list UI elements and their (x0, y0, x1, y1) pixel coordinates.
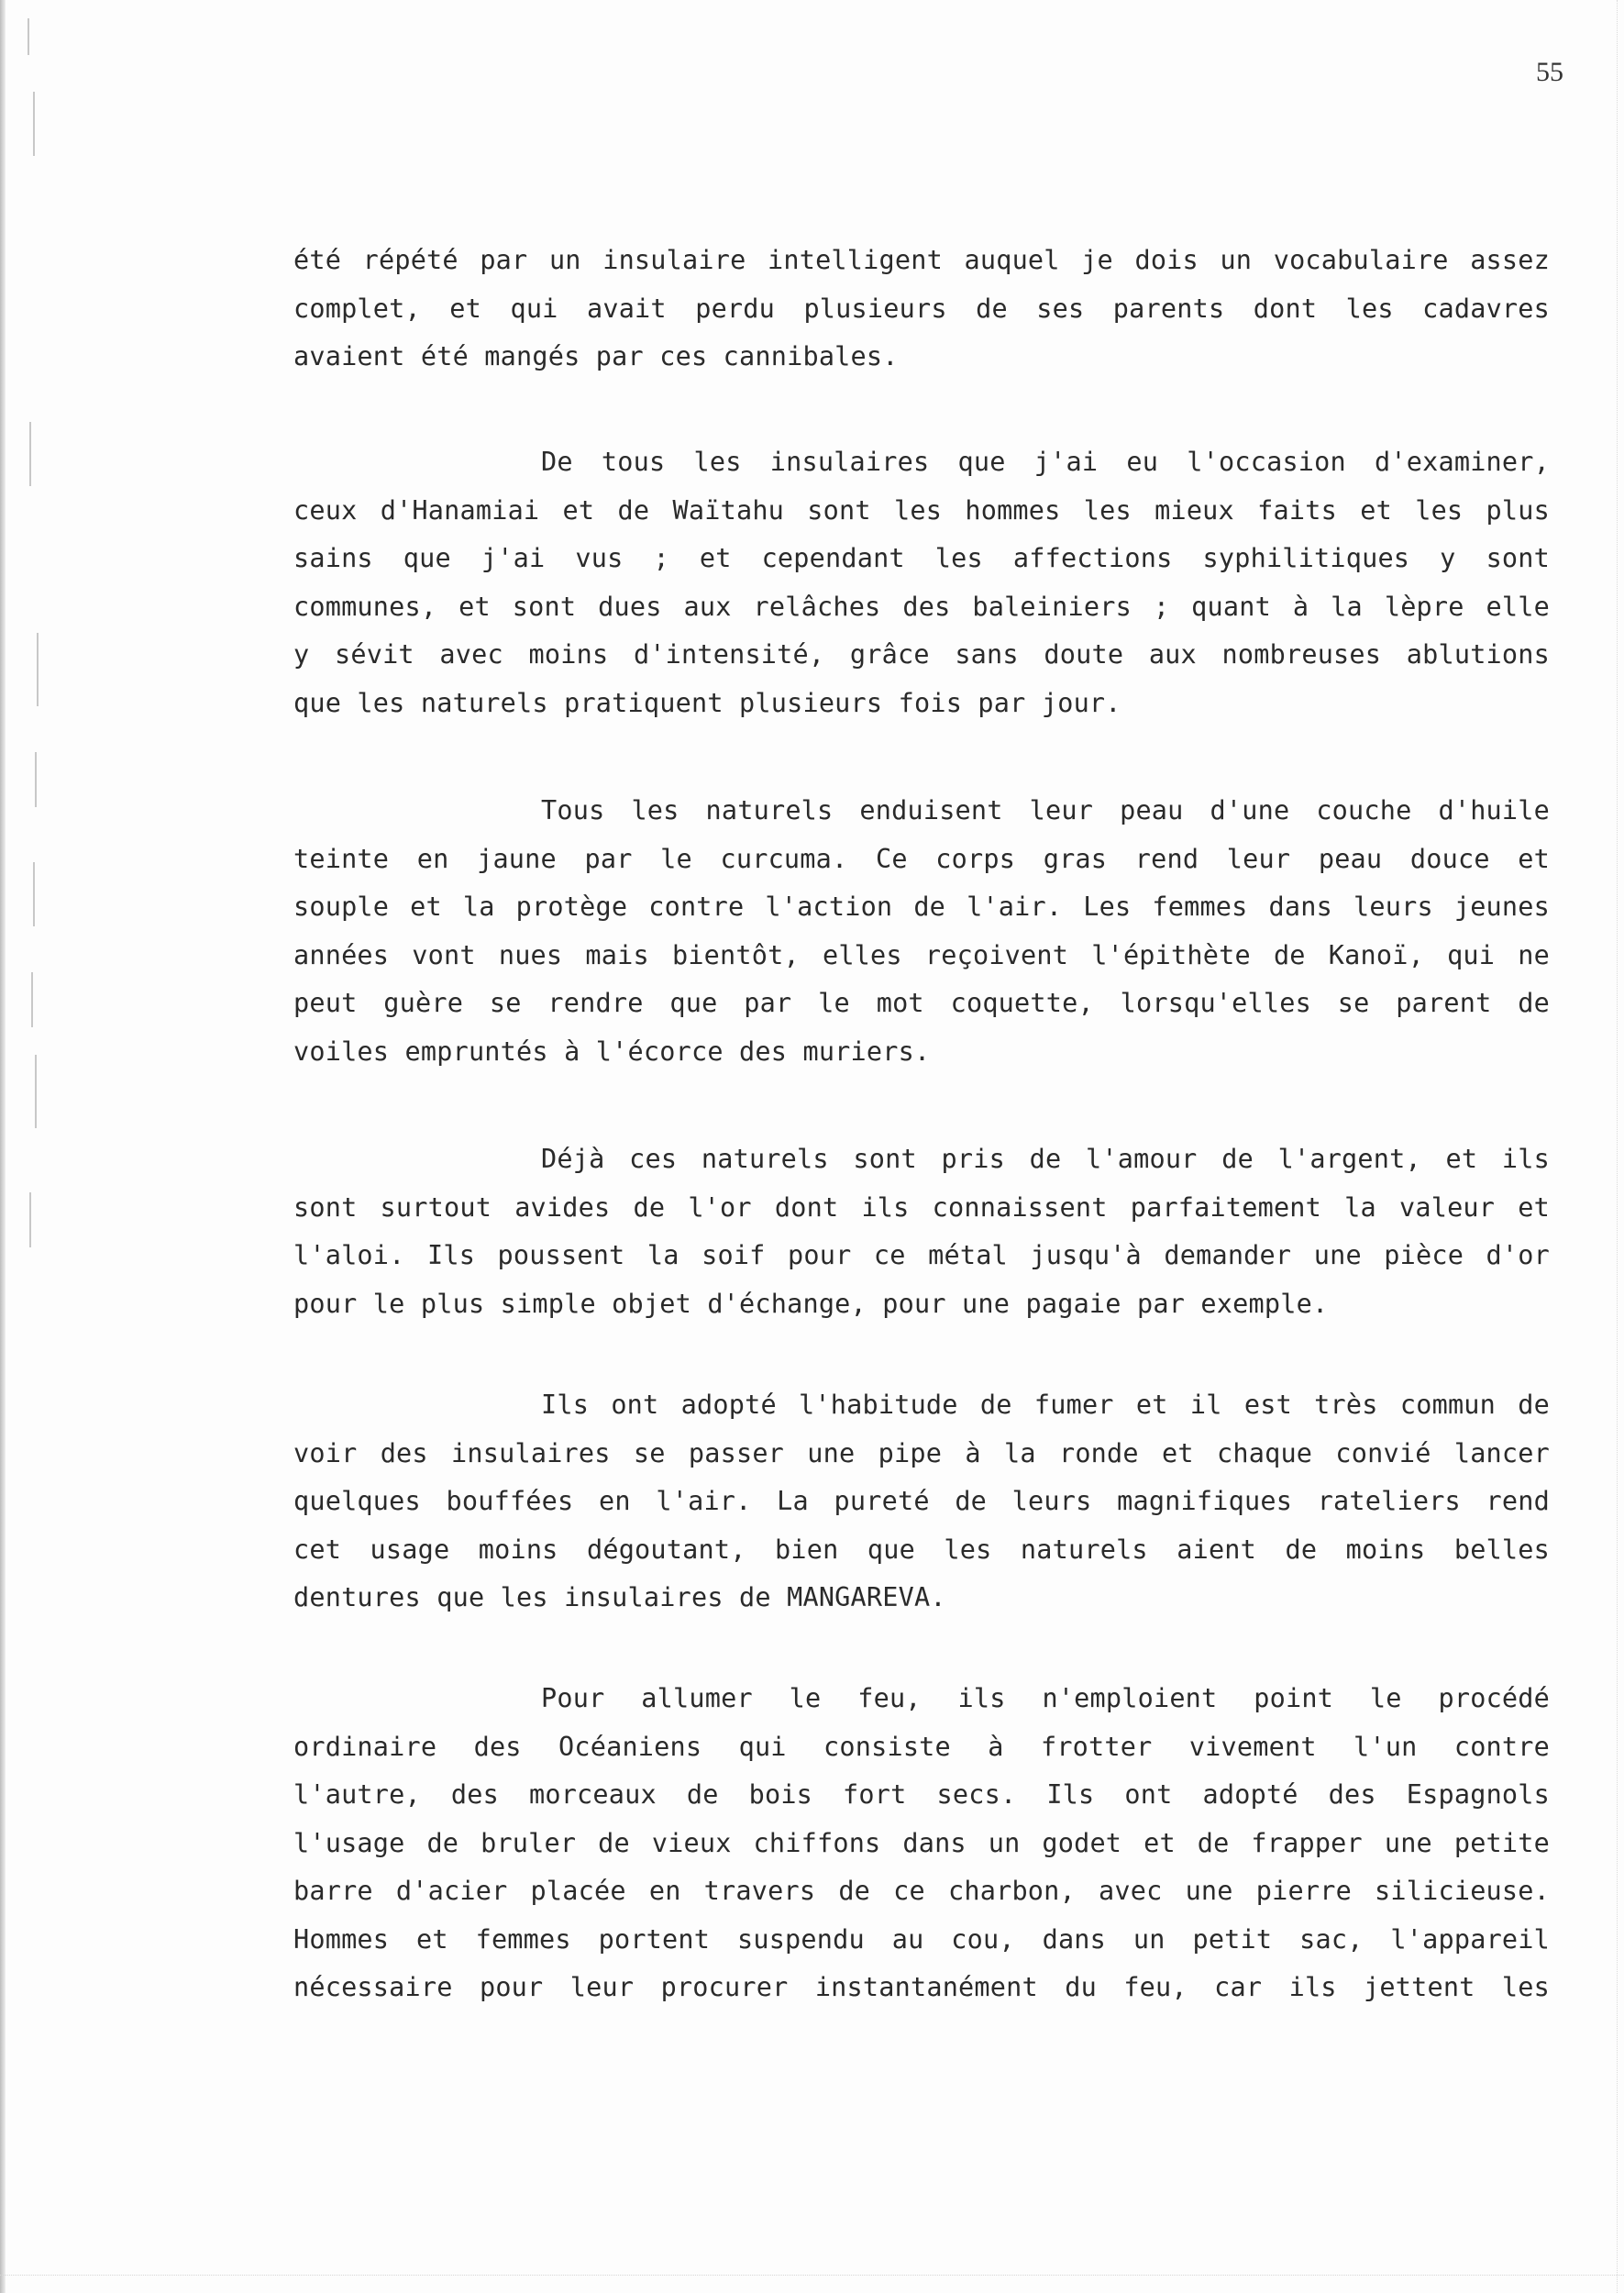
text-line: été répété par un insulaire intelligent auquel je dois un vocabulaire assez (293, 245, 1550, 275)
scan-right-border (1617, 0, 1618, 2293)
text-line: voiles empruntés à l'écorce des muriers. (293, 1036, 931, 1067)
text-line: Pour allumer le feu, ils n'emploient point le procédé (541, 1683, 1550, 1713)
text-line: teinte en jaune par le curcuma. Ce corps gras rend leur peau douce et (293, 843, 1550, 874)
text-line: peut guère se rendre que par le mot coquette, lorsqu'elles se parent de (293, 988, 1550, 1018)
text-line: ordinaire des Océaniens qui consiste à frotter vivement l'un contre (293, 1731, 1550, 1762)
paragraph-6 (293, 1675, 1550, 2012)
binding-edge (0, 0, 6, 2293)
paragraph-2 (293, 438, 1550, 727)
paragraph-5 (293, 1381, 1550, 1623)
text-line: que les naturels pratiquent plusieurs fois par jour. (293, 687, 1121, 718)
text-line: années vont nues mais bientôt, elles reçoivent l'épithète de Kanoï, qui ne (293, 939, 1550, 970)
paragraph-1 (293, 237, 1550, 382)
text-line: sains que j'ai vus ; et cependant les affections syphilitiques y sont (293, 543, 1550, 573)
text-line: y sévit avec moins d'intensité, grâce sans doute aux nombreuses ablutions (293, 639, 1550, 670)
text-line: Ils ont adopté l'habitude de fumer et il est très commun de (541, 1390, 1550, 1420)
binding-marks (28, 0, 64, 2293)
text-line: avaient été mangés par ces cannibales. (293, 341, 899, 371)
text-line: barre d'acier placée en travers de ce charbon, avec une pierre silicieuse. (293, 1876, 1550, 1906)
text-line: l'usage de bruler de vieux chiffons dans un godet et de frapper une petite (293, 1827, 1550, 1858)
text-line: voir des insulaires se passer une pipe à la ronde et chaque convié lancer (293, 1437, 1550, 1468)
text-line: ceux d'Hanamiai et de Waïtahu sont les hommes les mieux faits et les plus (293, 494, 1550, 526)
text-line: Hommes et femmes portent suspendu au cou, dans un petit sac, l'appareil (293, 1923, 1550, 1955)
text-line: Tous les naturels enduisent leur peau d'une couche d'huile (541, 795, 1550, 825)
text-line: l'aloi. Ils poussent la soif pour ce métal jusqu'à demander une pièce d'or (293, 1240, 1550, 1270)
text-line: sont surtout avides de l'or dont ils connaissent parfaitement la valeur et (293, 1191, 1550, 1223)
text-line: nécessaire pour leur procurer instantanément du feu, car ils jettent les (293, 1972, 1550, 2002)
text-line: pour le plus simple objet d'échange, pour une pagaie par exemple. (293, 1288, 1329, 1319)
text-line: quelques bouffées en l'air. La pureté de leurs magnifiques rateliers rend (293, 1486, 1550, 1516)
text-line: l'autre, des morceaux de bois fort secs. Ils ont adopté des Espagnols (293, 1779, 1550, 1810)
scan-bottom-border (0, 2275, 1624, 2276)
text-line: De tous les insulaires que j'ai eu l'occasion d'examiner, (541, 447, 1550, 477)
page-number: 55 (1536, 57, 1563, 87)
paragraph-4 (293, 1135, 1550, 1328)
paragraph-3 (293, 787, 1550, 1076)
text-line: communes, et sont dues aux relâches des baleiniers ; quant à la lèpre elle (293, 591, 1550, 622)
text-line: souple et la protège contre l'action de l'air. Les femmes dans leurs jeunes (293, 892, 1550, 922)
text-line: Déjà ces naturels sont pris de l'amour de l'argent, et ils (541, 1144, 1550, 1174)
text-line: dentures que les insulaires de MANGAREVA. (293, 1582, 946, 1612)
text-line: cet usage moins dégoutant, bien que les naturels aient de moins belles (293, 1534, 1550, 1565)
text-line: complet, et qui avait perdu plusieurs de ses parents dont les cadavres (293, 293, 1550, 324)
